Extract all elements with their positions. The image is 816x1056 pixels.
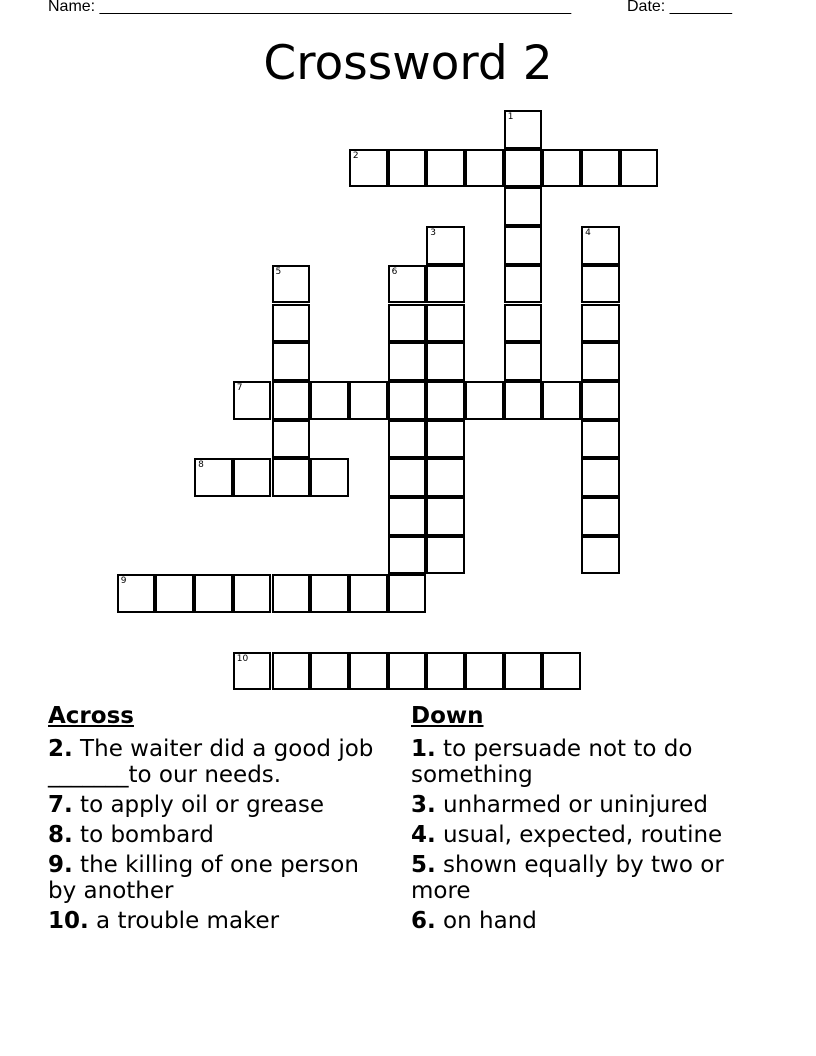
grid-cell[interactable] xyxy=(426,652,465,691)
grid-cell[interactable] xyxy=(581,149,620,188)
grid-cell[interactable] xyxy=(388,497,427,536)
grid-cell[interactable] xyxy=(349,574,388,613)
clue-number: 4. xyxy=(411,822,436,848)
down-clue xyxy=(411,792,756,818)
clue-number: 6. xyxy=(411,908,436,934)
grid-cell[interactable] xyxy=(465,381,504,420)
across-clue xyxy=(48,792,393,818)
grid-cell[interactable] xyxy=(504,187,543,226)
grid-cell[interactable] xyxy=(504,226,543,265)
grid-cell[interactable] xyxy=(504,342,543,381)
date-field-label: Date: _______ xyxy=(627,0,732,15)
clue-number: 3. xyxy=(411,792,436,818)
grid-cell[interactable] xyxy=(426,536,465,575)
clue-text: to apply oil or grease xyxy=(72,792,324,818)
clue-number-label: 8 xyxy=(198,460,204,471)
grid-cell[interactable] xyxy=(233,458,272,497)
grid-cell[interactable] xyxy=(426,226,465,265)
grid-cell[interactable] xyxy=(388,536,427,575)
grid-cell[interactable] xyxy=(581,304,620,343)
down-heading: Down xyxy=(411,703,484,729)
clue-text: unharmed or uninjured xyxy=(435,792,709,818)
grid-cell[interactable] xyxy=(272,420,311,459)
grid-cell[interactable] xyxy=(117,574,156,613)
grid-cell[interactable] xyxy=(272,574,311,613)
grid-cell[interactable] xyxy=(504,652,543,691)
grid-cell[interactable] xyxy=(542,381,581,420)
grid-cell[interactable] xyxy=(426,420,465,459)
grid-cell[interactable] xyxy=(465,149,504,188)
grid-cell[interactable] xyxy=(310,574,349,613)
grid-cell[interactable] xyxy=(272,381,311,420)
grid-cell[interactable] xyxy=(504,149,543,188)
grid-cell[interactable] xyxy=(504,304,543,343)
grid-cell[interactable] xyxy=(388,342,427,381)
grid-cell[interactable] xyxy=(426,304,465,343)
grid-cell[interactable] xyxy=(426,149,465,188)
grid-cell[interactable] xyxy=(465,652,504,691)
clue-text: The waiter did a good job _______to our needs. xyxy=(48,736,374,788)
name-field-label: Name: _____________________________________________________ xyxy=(48,0,572,15)
down-clue xyxy=(411,736,756,788)
clue-number: 7. xyxy=(48,792,73,818)
clue-number: 1. xyxy=(411,736,436,762)
across-clues xyxy=(48,702,393,938)
grid-cell[interactable] xyxy=(310,381,349,420)
grid-cell[interactable] xyxy=(581,420,620,459)
clue-number-label: 1 xyxy=(507,112,514,122)
grid-cell[interactable] xyxy=(581,226,620,265)
down-clue xyxy=(411,822,756,848)
clue-number-label: 9 xyxy=(120,576,127,587)
grid-cell[interactable] xyxy=(581,458,620,497)
grid-cell[interactable] xyxy=(388,574,427,613)
grid-cell[interactable] xyxy=(194,574,233,613)
clue-number-label: 3 xyxy=(430,228,437,239)
grid-cell[interactable] xyxy=(349,149,388,188)
grid-cell[interactable] xyxy=(426,381,465,420)
grid-cell[interactable] xyxy=(388,458,427,497)
grid-cell[interactable] xyxy=(388,149,427,188)
grid-cell[interactable] xyxy=(272,342,311,381)
clue-text: to bombard xyxy=(72,822,214,848)
across-clue xyxy=(48,852,393,904)
grid-cell[interactable] xyxy=(233,381,272,420)
down-clue xyxy=(411,852,756,904)
grid-cell[interactable] xyxy=(388,265,427,304)
grid-cell[interactable] xyxy=(542,149,581,188)
down-clue xyxy=(411,908,756,934)
grid-cell[interactable] xyxy=(581,342,620,381)
grid-cell[interactable] xyxy=(581,381,620,420)
grid-cell[interactable] xyxy=(388,420,427,459)
clue-number: 2. xyxy=(48,736,73,762)
grid-cell[interactable] xyxy=(310,652,349,691)
grid-cell[interactable] xyxy=(194,458,233,497)
grid-cell[interactable] xyxy=(426,497,465,536)
grid-cell[interactable] xyxy=(504,265,543,304)
grid-cell[interactable] xyxy=(504,110,543,149)
grid-cell[interactable] xyxy=(233,574,272,613)
grid-cell[interactable] xyxy=(426,342,465,381)
grid-cell[interactable] xyxy=(388,381,427,420)
grid-cell[interactable] xyxy=(349,381,388,420)
grid-cell[interactable] xyxy=(581,265,620,304)
across-clue xyxy=(48,908,393,934)
clue-text: to persuade not to do something xyxy=(411,736,693,788)
grid-cell[interactable] xyxy=(272,652,311,691)
clue-number: 5. xyxy=(411,852,436,878)
clue-text: shown equally by two or more xyxy=(411,852,724,904)
clue-number-label: 7 xyxy=(236,382,243,393)
grid-cell[interactable] xyxy=(581,497,620,536)
grid-cell[interactable] xyxy=(426,458,465,497)
clue-text: a trouble maker xyxy=(88,908,280,934)
grid-cell[interactable] xyxy=(272,458,311,497)
clue-number-label: 6 xyxy=(391,266,398,277)
grid-cell[interactable] xyxy=(388,652,427,691)
grid-cell[interactable] xyxy=(155,574,194,613)
across-heading: Across xyxy=(48,703,134,729)
clue-number-label: 4 xyxy=(585,228,591,239)
grid-cell[interactable] xyxy=(272,265,311,304)
grid-cell[interactable] xyxy=(349,652,388,691)
grid-cell[interactable] xyxy=(620,149,659,188)
grid-cell[interactable] xyxy=(272,304,311,343)
page-title: Crossword 2 xyxy=(263,36,553,91)
grid-cell[interactable] xyxy=(233,652,272,691)
grid-cell[interactable] xyxy=(504,381,543,420)
clue-number-label: 10 xyxy=(236,653,249,664)
clue-number: 8. xyxy=(48,822,73,848)
across-clue xyxy=(48,736,393,788)
clue-text: usual, expected, routine xyxy=(435,822,723,848)
grid-cell[interactable] xyxy=(388,304,427,343)
clue-number-label: 5 xyxy=(275,266,282,277)
down-clues xyxy=(411,702,756,938)
clue-text: the killing of one person by another xyxy=(48,852,359,904)
clue-number-label: 2 xyxy=(352,150,359,161)
across-clue xyxy=(48,822,393,848)
clue-number: 10. xyxy=(48,908,89,934)
grid-cell[interactable] xyxy=(426,265,465,304)
clue-number: 9. xyxy=(48,852,73,878)
grid-cell[interactable] xyxy=(581,536,620,575)
grid-cell[interactable] xyxy=(542,652,581,691)
clue-text: on hand xyxy=(435,908,537,934)
grid-cell[interactable] xyxy=(310,458,349,497)
